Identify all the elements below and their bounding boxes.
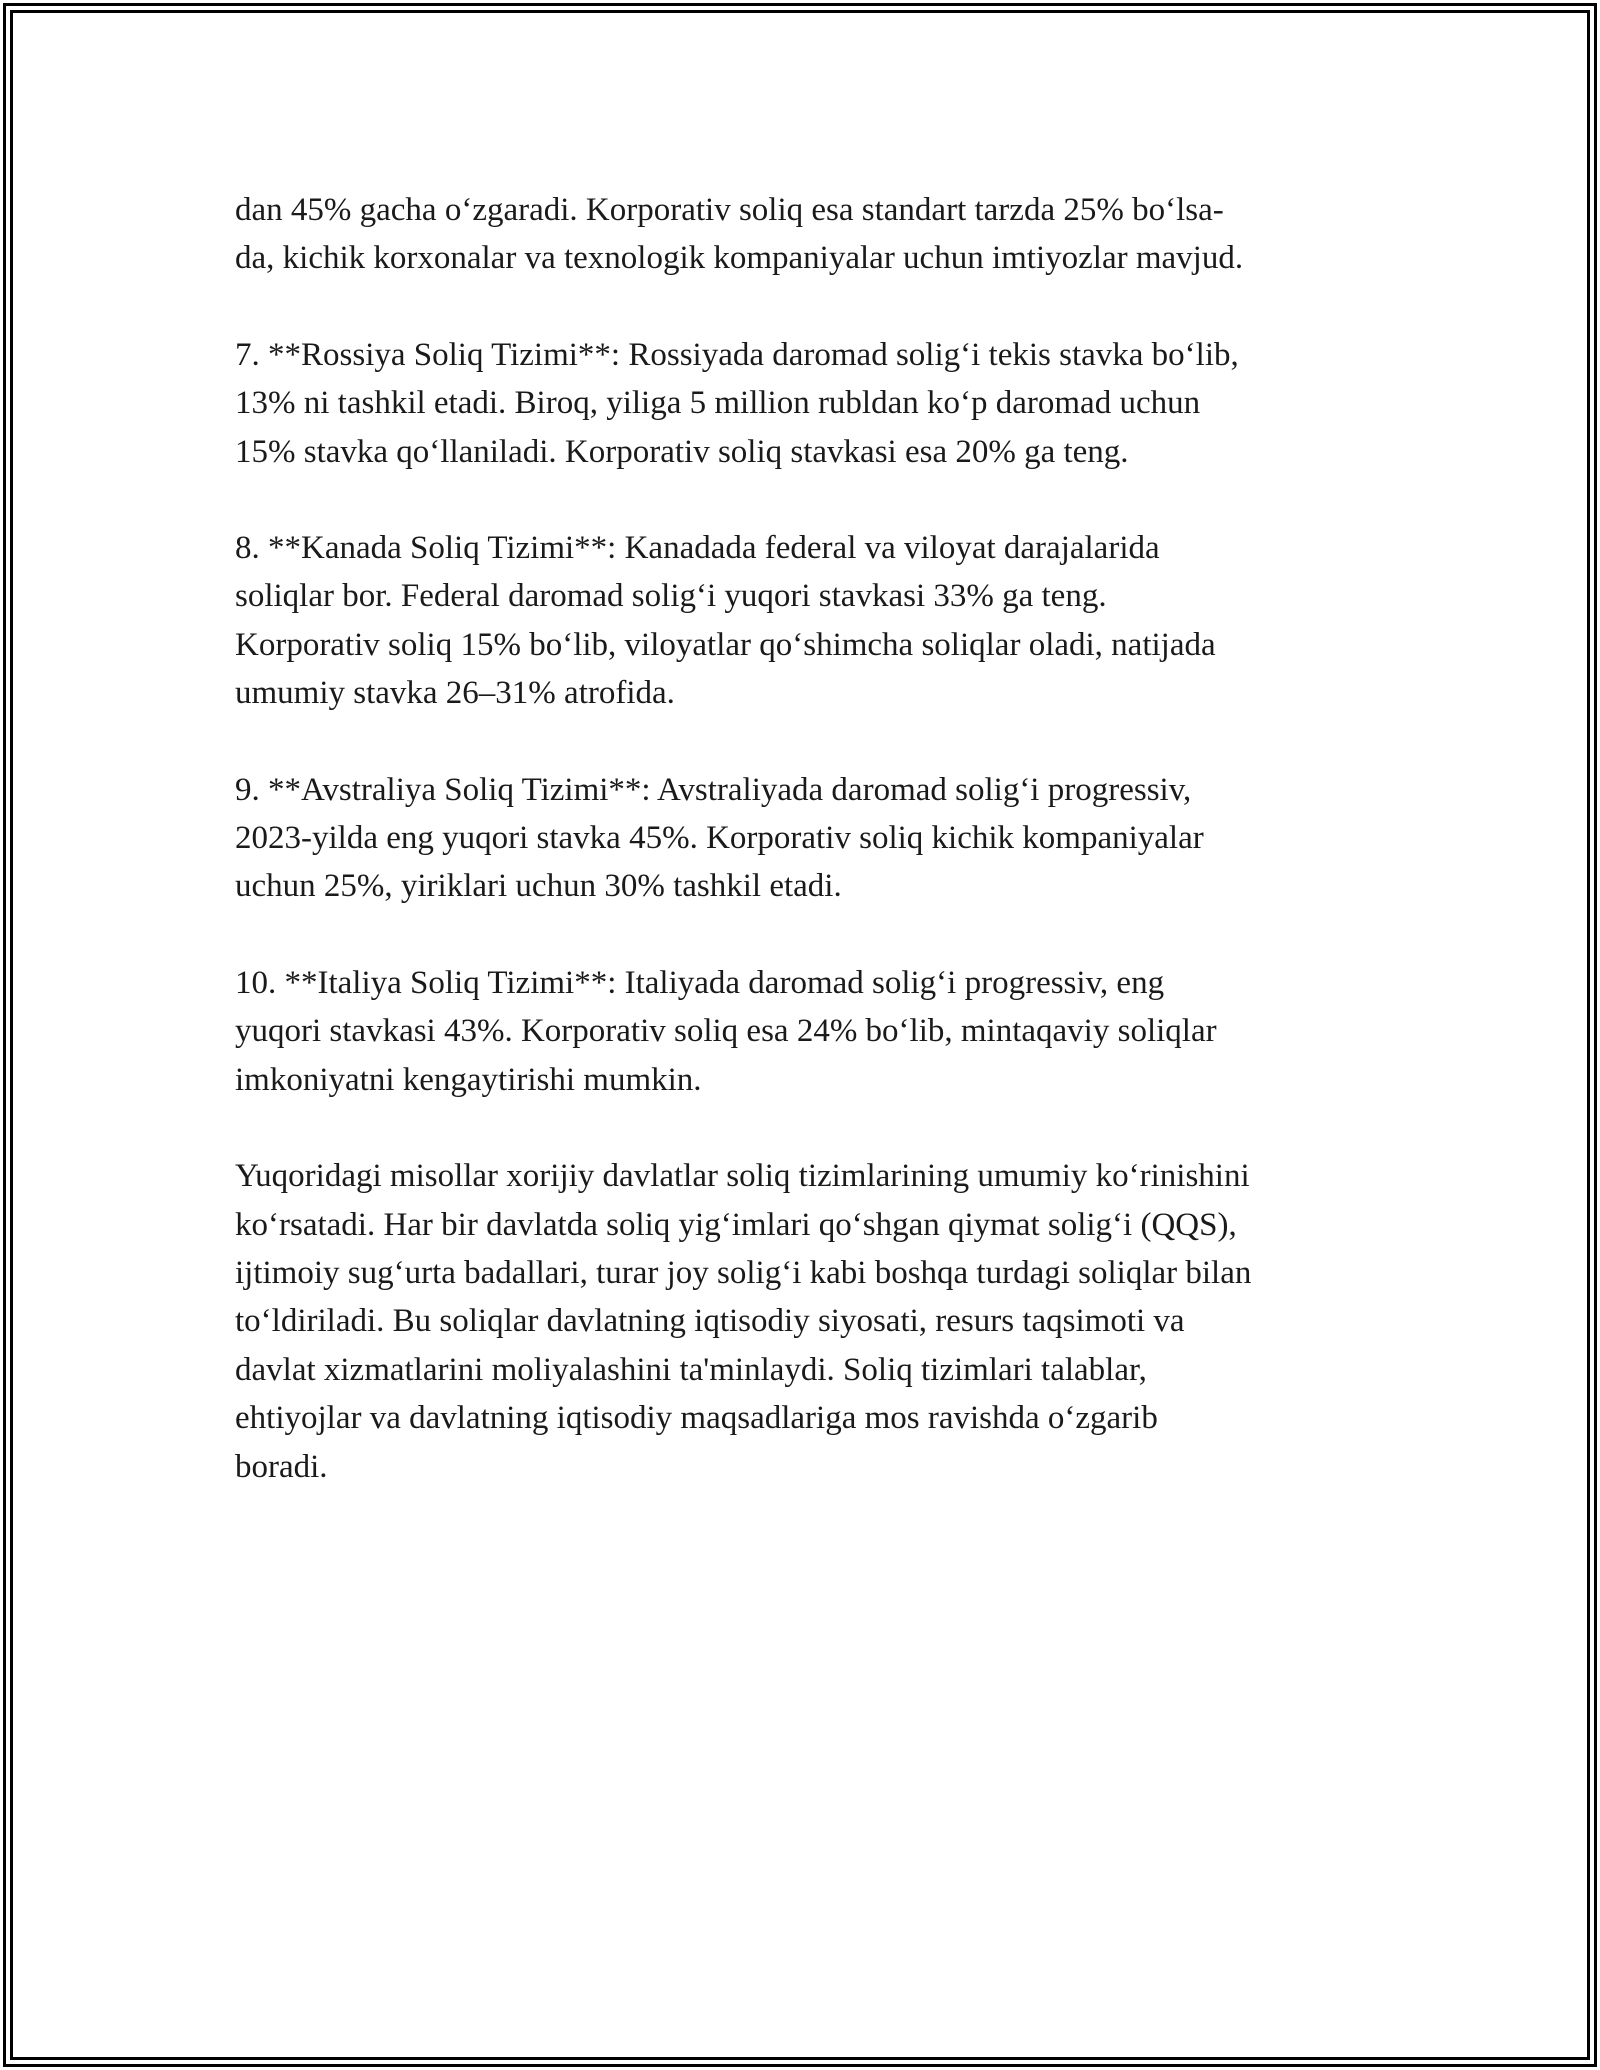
paragraph-conclusion: Yuqoridagi misollar xorijiy davlatlar soliq tizimlarining umumiy ko‘rinishini ko‘rsatadi. Har bir davlatda soliq yig‘imlari qo‘shgan qiymat solig‘i (QQS), ijtimoiy sug‘urta badallari, turar joy solig‘i kabi boshqa turdagi soliqlar bilan to‘ldiriladi. Bu soliqlar davlatning iqtisodiy siyosati, resurs taqsimoti va davlat xizmatlarini moliyalashini ta'minlaydi. Soliq tizimlari talablar, ehtiyojlar va davlatning iqtisodiy maqsadlariga mos ravishda o‘zgarib boradi.	[235, 1158, 1252, 1485]
document-body	[235, 186, 1375, 1539]
paragraph-australia-tax-system: 9. **Avstraliya Soliq Tizimi**: Avstraliyada daromad solig‘i progressiv, 2023-yilda eng yuqori stavka 45%. Korporativ soliq kichik kompaniyalar uchun 25%, yiriklari uchun 30% tashkil etadi.	[235, 771, 1204, 905]
paragraph-russia-tax-system: 7. **Rossiya Soliq Tizimi**: Rossiyada daromad solig‘i tekis stavka bo‘lib, 13% ni tashkil etadi. Biroq, yiliga 5 million rubldan ko‘p daromad uchun 15% stavka qo‘llaniladi. Korporativ soliq stavkasi esa 20% ga teng.	[235, 336, 1239, 470]
paragraph-canada-tax-system: 8. **Kanada Soliq Tizimi**: Kanadada federal va viloyat darajalarida soliqlar bor. Federal daromad solig‘i yuqori stavkasi 33% ga teng. Korporativ soliq 15% bo‘lib, viloyatlar qo‘shimcha soliqlar oladi, natijada umumiy stavka 26–31% atrofida.	[235, 530, 1216, 712]
paragraph-italy-tax-system: 10. **Italiya Soliq Tizimi**: Italiyada daromad solig‘i progressiv, eng yuqori stavkasi 43%. Korporativ soliq esa 24% bo‘lib, mintaqaviy soliqlar imkoniyatni kengaytirishi mumkin.	[235, 964, 1217, 1098]
paragraph-continuation: dan 45% gacha o‘zgaradi. Korporativ soliq esa standart tarzda 25% bo‘lsa- da, kichik korxonalar va texnologik kompaniyalar uchun imtiyozlar mavjud.	[235, 192, 1244, 277]
